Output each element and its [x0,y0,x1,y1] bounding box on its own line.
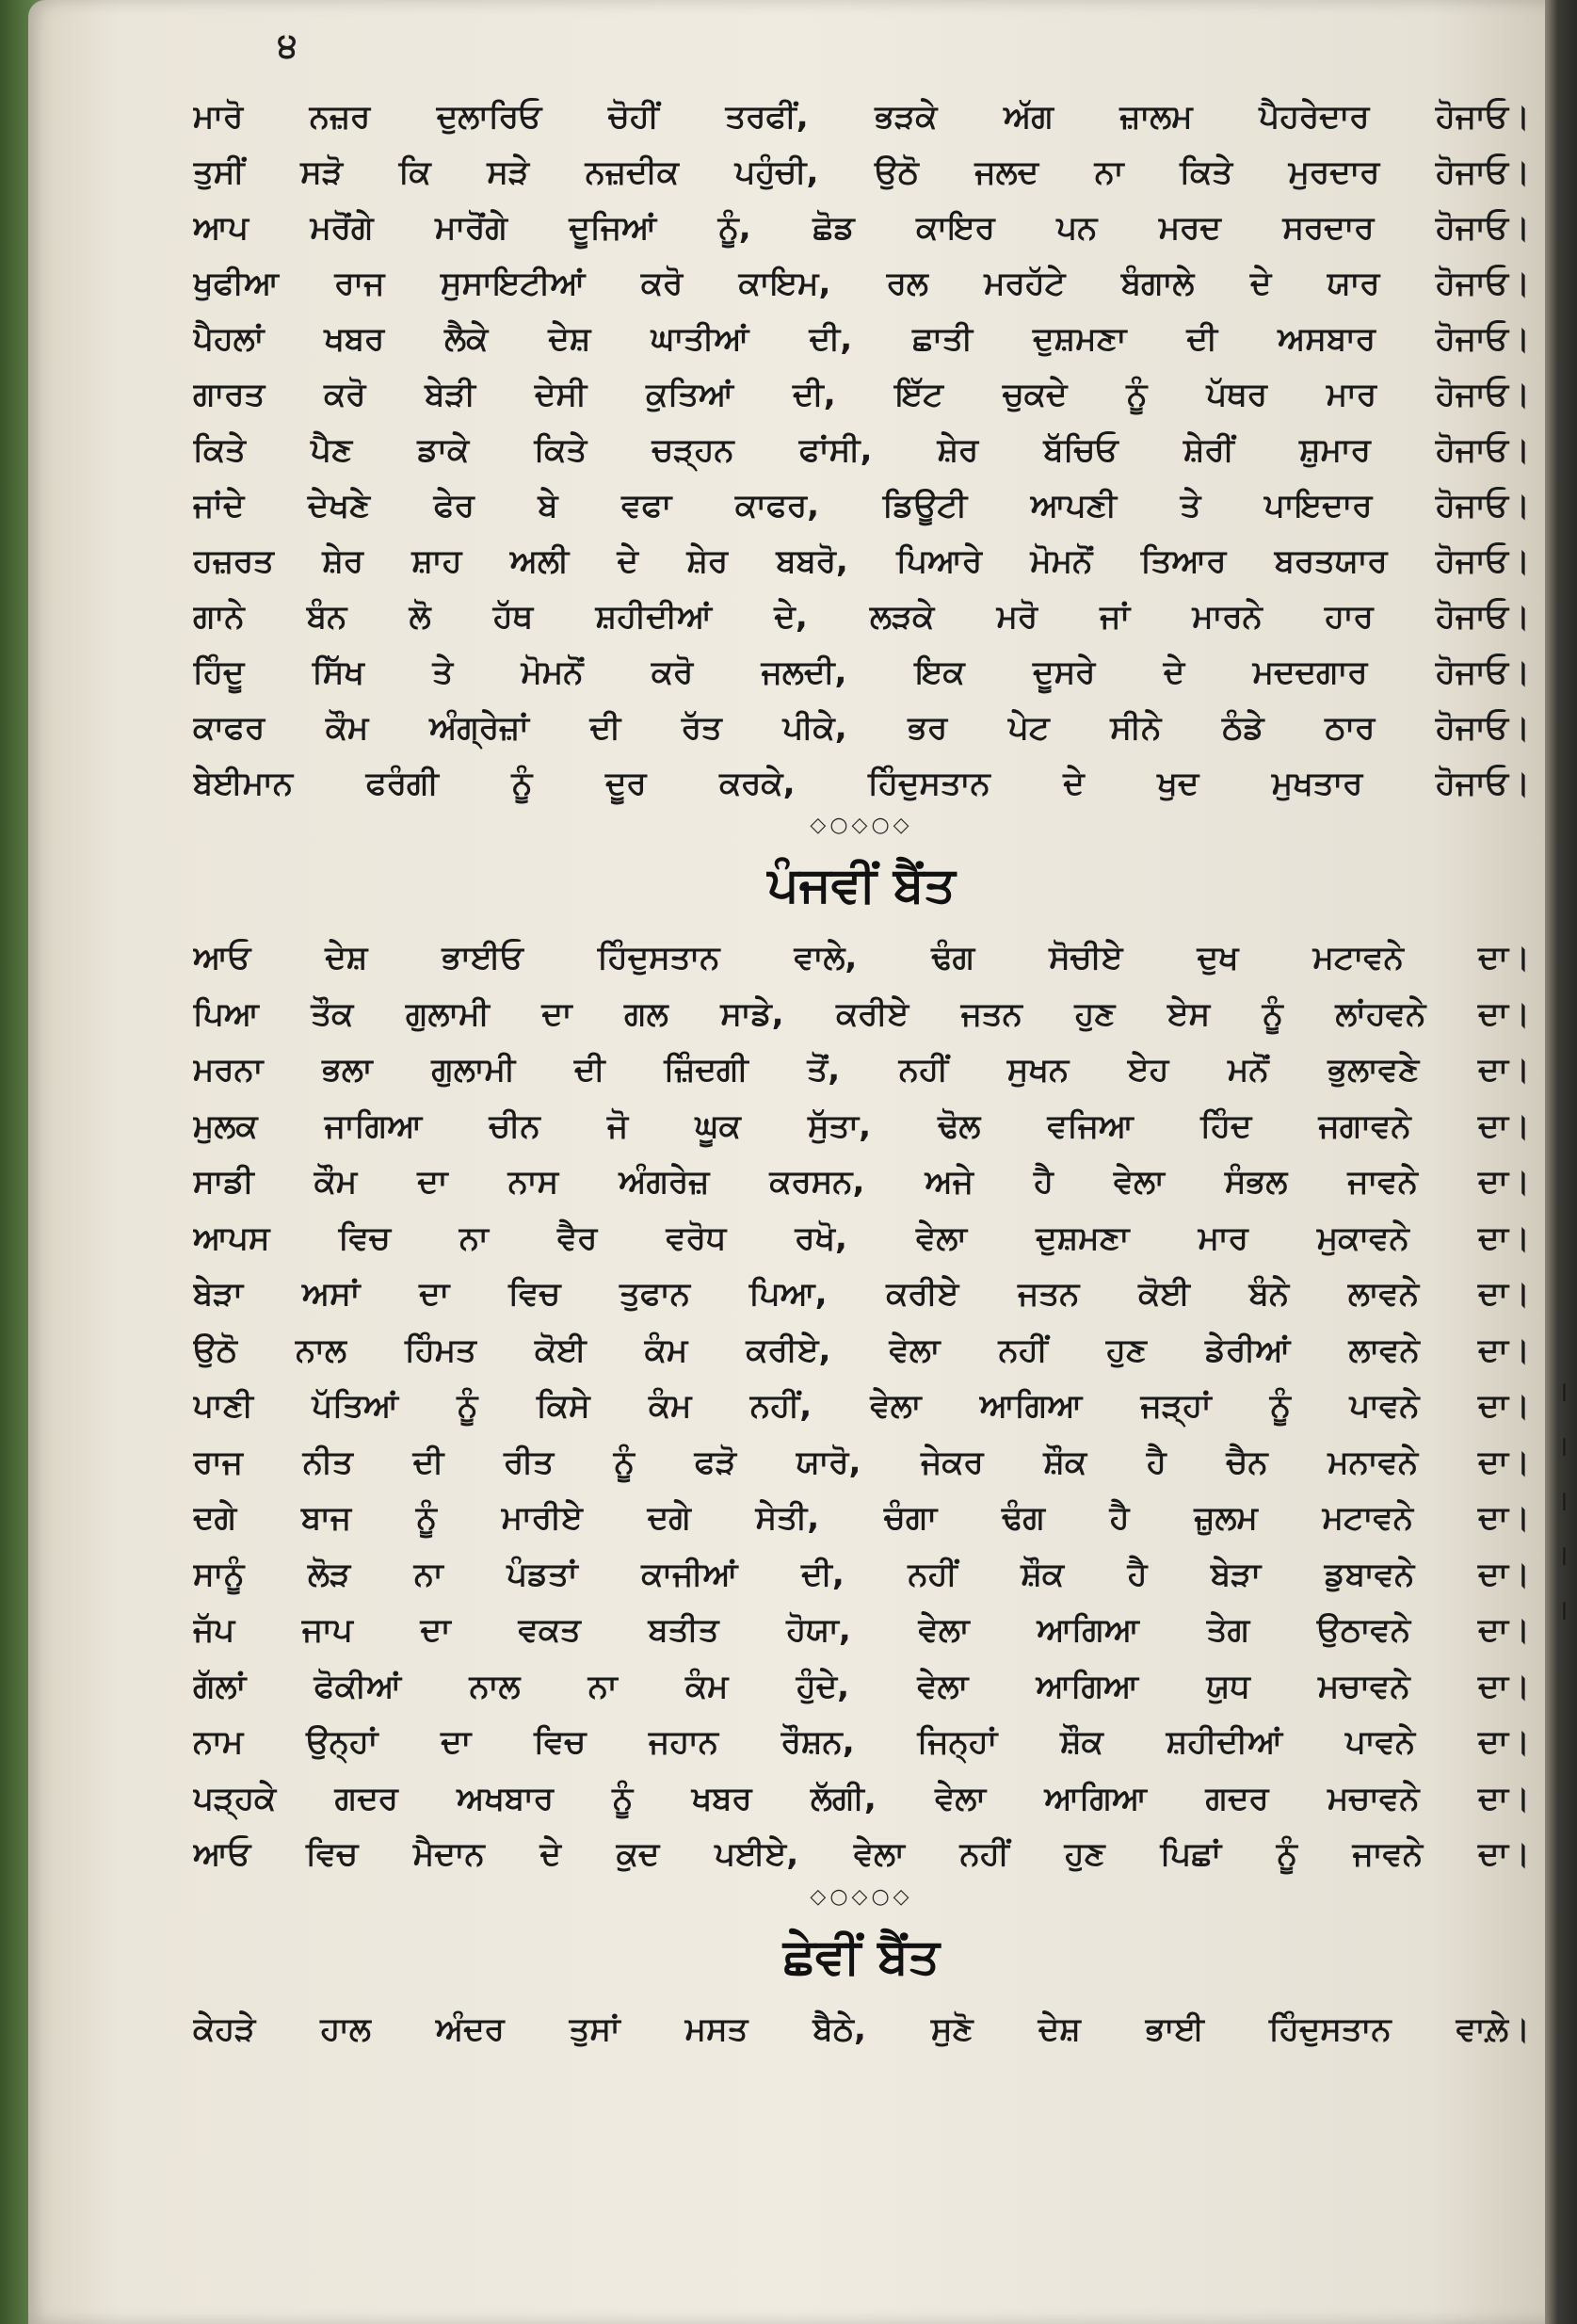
verse-line: ਮੁਲਕ ਜਾਗਿਆ ਚੀਨ ਜੋ ਘੂਕ ਸੁੱਤਾ, ਢੋਲ ਵਜਿਆ ਹਿੰਦ ਜਗਾਵਨੇ ਦਾ। [193,1106,1530,1145]
page-number: ੪ [278,26,298,65]
verse-block-3 [193,2002,1530,2057]
verse-line: ਬੇਈਮਾਨ ਫਰੰਗੀ ਨੂੰ ਦੂਰ ਕਰਕੇ, ਹਿੰਦੁਸਤਾਨ ਦੇ ਖੁਦ ਮੁਖਤਾਰ ਹੋਜਾਓ। [193,765,1530,802]
verse-line: ਜਾਂਦੇ ਦੇਖਣੇ ਫੇਰ ਬੇ ਵਫਾ ਕਾਫਰ, ਡਿਊਟੀ ਆਪਣੀ ਤੇ ਪਾਇਦਾਰ ਹੋਜਾਓ। [193,487,1530,525]
section-divider-ornament: ◇○◇○◇ [810,1884,913,1909]
verse-line: ਪੈਹਲਾਂ ਖਬਰ ਲੈਕੇ ਦੇਸ਼ ਘਾਤੀਆਂ ਦੀ, ਛਾਤੀ ਦੁਸ਼ਮਣਾ ਦੀ ਅਸਬਾਰ ਹੋਜਾਓ। [193,320,1530,358]
verse-line: ਆਓ ਵਿਚ ਮੈਦਾਨ ਦੇ ਕੁਦ ਪਈਏ, ਵੇਲਾ ਨਹੀਂ ਹੁਣ ਪਿਛਾਂ ਨੂੰ ਜਾਵਨੇ ਦਾ। [193,1835,1530,1873]
book-page [28,0,1553,2324]
verse-line: ਪਾਣੀ ਪੱਤਿਆਂ ਨੂੰ ਕਿਸੇ ਕੰਮ ਨਹੀਂ, ਵੇਲਾ ਆਗਿਆ ਜੜ੍ਹਾਂ ਨੂੰ ਪਾਵਨੇ ਦਾ। [193,1387,1530,1425]
verse-line: ਹਿੰਦੂ ਸਿੱਖ ਤੇ ਮੋਮਨੋਂ ਕਰੋ ਜਲਦੀ, ਇਕ ਦੂਸਰੇ ਦੇ ਮਦਦਗਾਰ ਹੋਜਾਓ। [193,654,1530,691]
verse-line: ਕਿਤੇ ਪੈਣ ਡਾਕੇ ਕਿਤੇ ਚੜ੍ਹਨ ਫਾਂਸੀ, ਸ਼ੇਰ ਬੱਚਿਓ ਸ਼ੇਰੀਂ ਸ਼ੁਮਾਰ ਹੋਜਾਓ। [193,431,1530,469]
verse-line: ਆਪ ਮਰੋਂਗੇ ਮਾਰੋਂਗੇ ਦੂਜਿਆਂ ਨੂੰ, ਛੋਡ ਕਾਇਰ ਪਨ ਮਰਦ ਸਰਦਾਰ ਹੋਜਾਓ। [193,209,1530,247]
section-divider-ornament: ◇○◇○◇ [810,814,913,837]
verse-block-1 [193,89,1530,812]
verse-line: ਹਜ਼ਰਤ ਸ਼ੇਰ ਸ਼ਾਹ ਅਲੀ ਦੇ ਸ਼ੇਰ ਬਬਰੋ, ਪਿਆਰੇ ਮੋਮਨੋਂ ਤਿਆਰ ਬਰਤਯਾਰ ਹੋਜਾਓ। [193,542,1530,580]
verse-line: ਕੇਹੜੇ ਹਾਲ ਅੰਦਰ ਤੁਸਾਂ ਮਸਤ ਬੈਠੇ, ਸੁਣੋ ਦੇਸ਼ ਭਾਈ ਹਿੰਦੁਸਤਾਨ ਵਾਲ਼ੇ। [193,2009,1530,2048]
section-heading-panjvin-baint: ਪੰਜਵੀਂ ਬੈਂਤ [767,857,956,913]
section-heading-chhevin-baint: ਛੇਵੀਂ ਬੈਂਤ [782,1928,941,1985]
verse-line: ਉਠੋ ਨਾਲ ਹਿੰਮਤ ਕੋਈ ਕੰਮ ਕਰੀਏ, ਵੇਲਾ ਨਹੀਂ ਹੁਣ ਡੇਰੀਆਂ ਲਾਵਨੇ ਦਾ। [193,1331,1530,1369]
adjacent-page-glyphs-icon: । । । । । [1557,1376,1569,1627]
verse-line: ਸਾਨੂੰ ਲੋੜ ਨਾ ਪੰਡਤਾਂ ਕਾਜੀਆਂ ਦੀ, ਨਹੀਂ ਸ਼ੌਕ ਹੈ ਬੇੜਾ ਡੁਬਾਵਨੇ ਦਾ। [193,1555,1530,1593]
verse-line: ਮਰਨਾ ਭਲਾ ਗੁਲਾਮੀ ਦੀ ਜ਼ਿੰਦਗੀ ਤੋਂ, ਨਹੀਂ ਸੁਖਨ ਏਹ ਮਨੋਂ ਭੁਲਾਵਣੇ ਦਾ। [193,1051,1530,1089]
verse-line: ਗੱਲਾਂ ਫੋਕੀਆਂ ਨਾਲ ਨਾ ਕੰਮ ਹੁੰਦੇ, ਵੇਲਾ ਆਗਿਆ ਯੁਧ ਮਚਾਵਨੇ ਦਾ। [193,1667,1530,1705]
verse-line: ਸਾਡੀ ਕੌਮ ਦਾ ਨਾਸ ਅੰਗਰੇਜ਼ ਕਰਸਨ, ਅਜੇ ਹੈ ਵੇਲਾ ਸੰਭਲ ਜਾਵਨੇ ਦਾ। [193,1163,1530,1201]
verse-line: ਜੱਪ ਜਾਪ ਦਾ ਵਕਤ ਬਤੀਤ ਹੋਯਾ, ਵੇਲਾ ਆਗਿਆ ਤੇਗ ਉਠਾਵਨੇ ਦਾ। [193,1611,1530,1649]
verse-line: ਤੁਸੀਂ ਸੜੋ ਕਿ ਸੜੇ ਨਜ਼ਦੀਕ ਪਹੁੰਚੀ, ਉਠੋ ਜਲਦ ਨਾ ਕਿਤੇ ਮੁਰਦਾਰ ਹੋਜਾਓ। [193,153,1530,191]
verse-line: ਪੜ੍ਹਕੇ ਗਦਰ ਅਖਬਾਰ ਨੂੰ ਖਬਰ ਲੱਗੀ, ਵੇਲਾ ਆਗਿਆ ਗਦਰ ਮਚਾਵਨੇ ਦਾ। [193,1779,1530,1817]
text-body [193,89,1530,2057]
verse-line: ਗਾਨੇ ਬੰਨ ਲੋ ਹੱਥ ਸ਼ਹੀਦੀਆਂ ਦੇ, ਲੜਕੇ ਮਰੋ ਜਾਂ ਮਾਰਨੇ ਹਾਰ ਹੋਜਾਓ। [193,598,1530,636]
verse-line: ਬੇੜਾ ਅਸਾਂ ਦਾ ਵਿਚ ਤੁਫਾਨ ਪਿਆ, ਕਰੀਏ ਜਤਨ ਕੋਈ ਬੰਨੇ ਲਾਵਨੇ ਦਾ। [193,1275,1530,1313]
verse-line: ਮਾਰੋ ਨਜ਼ਰ ਦੁਲਾਰਿਓ ਚੋਹੀਂ ਤਰਫੀਂ, ਭੜਕੇ ਅੱਗ ਜ਼ਾਲਮ ਪੈਹਰੇਦਾਰ ਹੋਜਾਓ। [193,98,1530,136]
verse-line: ਰਾਜ ਨੀਤ ਦੀ ਰੀਤ ਨੂੰ ਫੜੋ ਯਾਰੋ, ਜੇਕਰ ਸ਼ੌਕ ਹੈ ਚੈਨ ਮਨਾਵਨੇ ਦਾ। [193,1443,1530,1481]
verse-line: ਦਗੇ ਬਾਜ ਨੂੰ ਮਾਰੀਏ ਦਗੇ ਸੇਤੀ, ਚੰਗਾ ਢੰਗ ਹੈ ਜ਼ੁਲਮ ਮਟਾਵਨੇ ਦਾ। [193,1499,1530,1537]
verse-line: ਪਿਆ ਤੌਕ ਗੁਲਾਮੀ ਦਾ ਗਲ ਸਾਡੇ, ਕਰੀਏ ਜਤਨ ਹੁਣ ਏਸ ਨੂੰ ਲਾਂਹਵਨੇ ਦਾ। [193,994,1530,1033]
verse-line: ਆਓ ਦੇਸ਼ ਭਾਈਓ ਹਿੰਦੁਸਤਾਨ ਵਾਲੇ, ਢੰਗ ਸੋਚੀਏ ਦੁਖ ਮਟਾਵਨੇ ਦਾ। [193,939,1530,976]
verse-block-2 [193,930,1530,1883]
verse-line: ਨਾਮ ਉਨ੍ਹਾਂ ਦਾ ਵਿਚ ਜਹਾਨ ਰੌਸ਼ਨ, ਜਿਨ੍ਹਾਂ ਸ਼ੌਕ ਸ਼ਹੀਦੀਆਂ ਪਾਵਨੇ ਦਾ। [193,1723,1530,1761]
verse-line: ਖੁਫੀਆ ਰਾਜ ਸੁਸਾਇਟੀਆਂ ਕਰੋ ਕਾਇਮ, ਰਲ ਮਰਹੱਟੇ ਬੰਗਾਲੇ ਦੇ ਯਾਰ ਹੋਜਾਓ। [193,265,1530,302]
verse-line: ਆਪਸ ਵਿਚ ਨਾ ਵੈਰ ਵਰੋਧ ਰਖੋ, ਵੇਲਾ ਦੁਸ਼ਮਣਾ ਮਾਰ ਮੁਕਾਵਨੇ ਦਾ। [193,1218,1530,1257]
verse-line: ਕਾਫਰ ਕੌਮ ਅੰਗ੍ਰੇਜ਼ਾਂ ਦੀ ਰੱਤ ਪੀਕੇ, ਭਰ ਪੇਟ ਸੀਨੇ ਠੰਡੇ ਠਾਰ ਹੋਜਾਓ। [193,709,1530,747]
background-right-edge [1545,0,1577,2324]
verse-line: ਗਾਰਤ ਕਰੋ ਬੇੜੀ ਦੇਸੀ ਕੁਤਿਆਂ ਦੀ, ਇੱਟ ਚੁਕਦੇ ਨੂੰ ਪੱਥਰ ਮਾਰ ਹੋਜਾਓ। [193,376,1530,413]
